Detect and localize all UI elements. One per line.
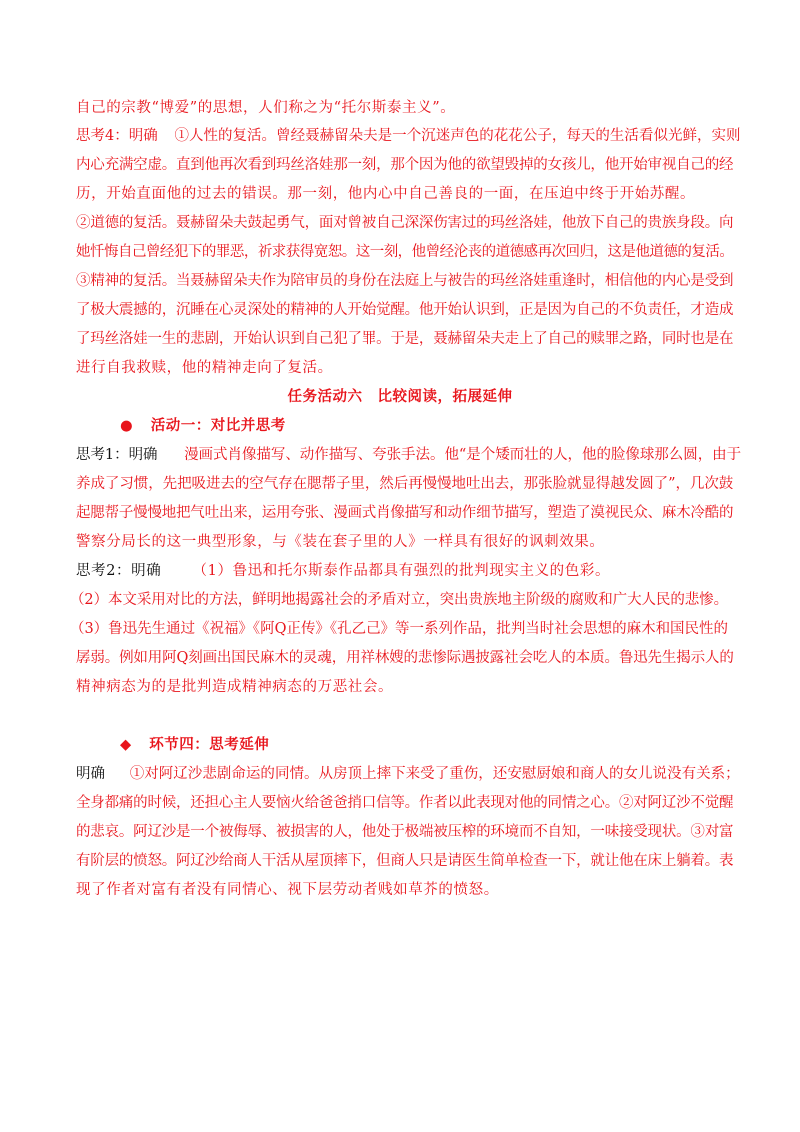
text-line: 警察分局长的这一典型形象，与《装在套子里的人》一样具有很好的讽刺效果。 [76,534,605,550]
section-title: 环节四：思考延伸 [149,737,270,753]
text-line: 养成了习惯，先把吸进去的空气存在腮帮子里，然后再慢慢地吐出去，那张脸就显得越发圆了”，几次鼓 [76,476,734,492]
diamond-bullet-icon: ◆ [120,737,132,753]
think2-label: 思考2：明确 [76,563,162,579]
answer4-line-1 [76,764,740,784]
text-line: 有阶层的愤怒。阿辽沙给商人干活从屋顶摔下，但商人只是请医生简单检查一下，就让他在床上躺着。表 [76,853,734,869]
activity-title: 活动一：对比并思考 [150,418,286,434]
answer4-text: ①对阿辽沙悲剧命运的同情。从房顶上摔下来受了重伤，还安慰厨娘和商人的女儿说没有关系； [129,766,740,782]
text-line: 了极大震撼的，沉睡在心灵深处的精神的人开始觉醒。他开始认识到，正是因为自己的不负责任，才造成 [76,302,734,318]
text-line: 历，开始直面他的过去的错误。那一刻，他内心中自己善良的一面，在压迫中终于开始苏醒。 [76,186,696,202]
text-line: （3）鲁迅先生通过《祝福》《阿Q正传》《孔乙己》等一系列作品，批判当时社会思想的麻木和国民性的 [70,621,728,637]
think4-label: 思考4：明确 [76,128,158,144]
text-line: 的悲哀。阿辽沙是一个被侮辱、被损害的人，他处于极端被压榨的环境而不自知，一味接受现状。③对富 [76,824,734,840]
think2-line-1 [76,561,736,581]
think4-line-1 [76,126,741,146]
text-line: （2）本文采用对比的方法，鲜明地揭露社会的矛盾对立，突出贵族地主阶级的腐败和广大人民的悲惨。 [70,592,729,608]
bullet-icon: ● [120,418,134,434]
text-line: 进行自我救赎，他的精神走向了复活。 [76,360,333,376]
answer4-label: 明确 [76,766,106,782]
think1-line-1 [76,445,742,465]
text-line: 孱弱。例如用阿Q刻画出国民麻木的灵魂，用祥林嫂的悲惨际遇披露社会吃人的本质。鲁迅先生揭示人的 [76,650,734,666]
text-line: 内心充满空虚。直到他再次看到玛丝洛娃那一刻，那个因为他的欲望毁掉的女孩儿，他开始审视自己的经 [76,157,734,173]
text-line: 了玛丝洛娃一生的悲剧，开始认识到自己犯了罪。于是，聂赫留朵夫走上了自己的赎罪之路，同时也是在 [76,331,734,347]
text-line: 精神病态为的是批判造成精神病态的万恶社会。 [76,679,394,695]
think1-text: 漫画式肖像描写、动作描写、夸张手法。他“是个矮而壮的人，他的脸像球那么圆，由于 [184,447,742,463]
think4-text: ①人性的复活。曾经聂赫留朵夫是一个沉迷声色的花花公子，每天的生活看似光鲜，实则 [174,128,741,144]
think1-label: 思考1：明确 [76,447,158,463]
think2-text: （1）鲁迅和托尔斯泰作品都具有强烈的批判现实主义的色彩。 [192,563,611,579]
text-line: 自己的宗教“博爱”的思想，人们称之为“托尔斯泰主义”。 [76,100,456,116]
text-line: ②道德的复活。聂赫留朵夫鼓起勇气，面对曾被自己深深伤害过的玛丝洛娃，他放下自己的贵族身段。向 [76,215,734,231]
activity-heading [120,416,780,436]
text-line: 现了作者对富有者没有同情心、视下层劳动者贱如草芥的愤怒。 [76,882,499,898]
text-line: 她忏悔自己曾经犯下的罪恶，祈求获得宽恕。这一刻，他曾经沦丧的道德感再次回归，这是他道德的复活。 [76,244,734,260]
section-heading-4 [120,735,780,755]
text-line: ③精神的复活。当聂赫留朵夫作为陪审员的身份在法庭上与被告的玛丝洛娃重逢时，相信他的内心是受到 [76,273,734,289]
section-heading-task6: 任务活动六 比较阅读，拓展延伸 [287,389,513,405]
text-line: 全身都痛的时候，还担心主人要恼火给爸爸捎口信等。作者以此表现对他的同情之心。②对阿辽沙不觉醒 [76,795,734,811]
text-line: 起腮帮子慢慢地把气吐出来，运用夸张、漫画式肖像描写和动作细节描写，塑造了漠视民众、麻木冷酷的 [76,505,734,521]
